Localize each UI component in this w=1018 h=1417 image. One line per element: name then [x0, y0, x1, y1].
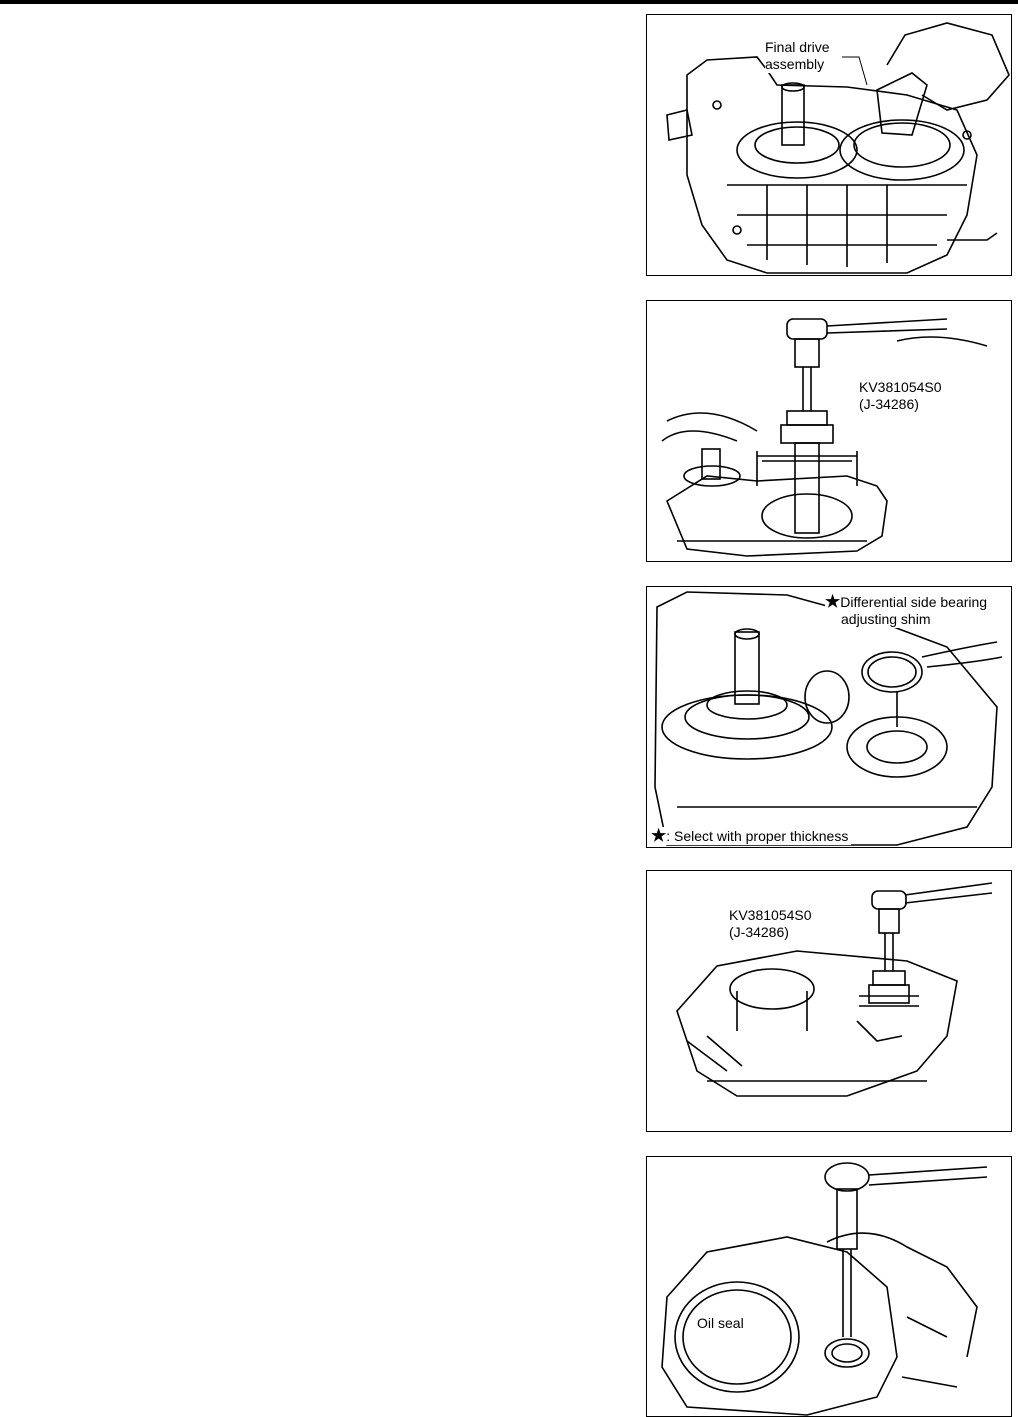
figure-tool-removal [646, 300, 1012, 562]
callout-line-1: Final drive [765, 39, 830, 55]
tool-removal-illustration [647, 301, 1012, 562]
callout-final-drive [765, 39, 830, 73]
star-icon: ★ [825, 592, 841, 611]
callout-special-tool [859, 379, 942, 413]
tool-housing-illustration [647, 871, 1012, 1132]
figure-final-drive-assembly [646, 14, 1012, 276]
star-icon: ★ [651, 826, 667, 845]
tool-number: KV381054S0 [859, 379, 942, 395]
tool-alt-number: (J-34286) [859, 396, 919, 412]
tool-alt-number: (J-34286) [729, 924, 789, 940]
shim-label: Differential side bearing [840, 594, 988, 610]
callout-shim-line-1 [825, 593, 987, 611]
thickness-note [651, 827, 851, 845]
callout-oil-seal [697, 1315, 744, 1332]
header-rule [0, 0, 1018, 4]
figure-adjusting-shim [646, 586, 1012, 848]
callout-line-2: assembly [765, 56, 825, 72]
callout-shim [825, 593, 987, 628]
figure-oil-seal [646, 1156, 1012, 1417]
tool-number: KV381054S0 [729, 907, 812, 923]
shim-label-2: adjusting shim [841, 611, 931, 627]
callout-special-tool [729, 907, 812, 941]
oil-seal-label: Oil seal [697, 1315, 744, 1331]
thickness-note-text: : Select with proper thickness [666, 828, 849, 844]
oil-seal-illustration [647, 1157, 1012, 1417]
figure-tool-housing [646, 870, 1012, 1132]
